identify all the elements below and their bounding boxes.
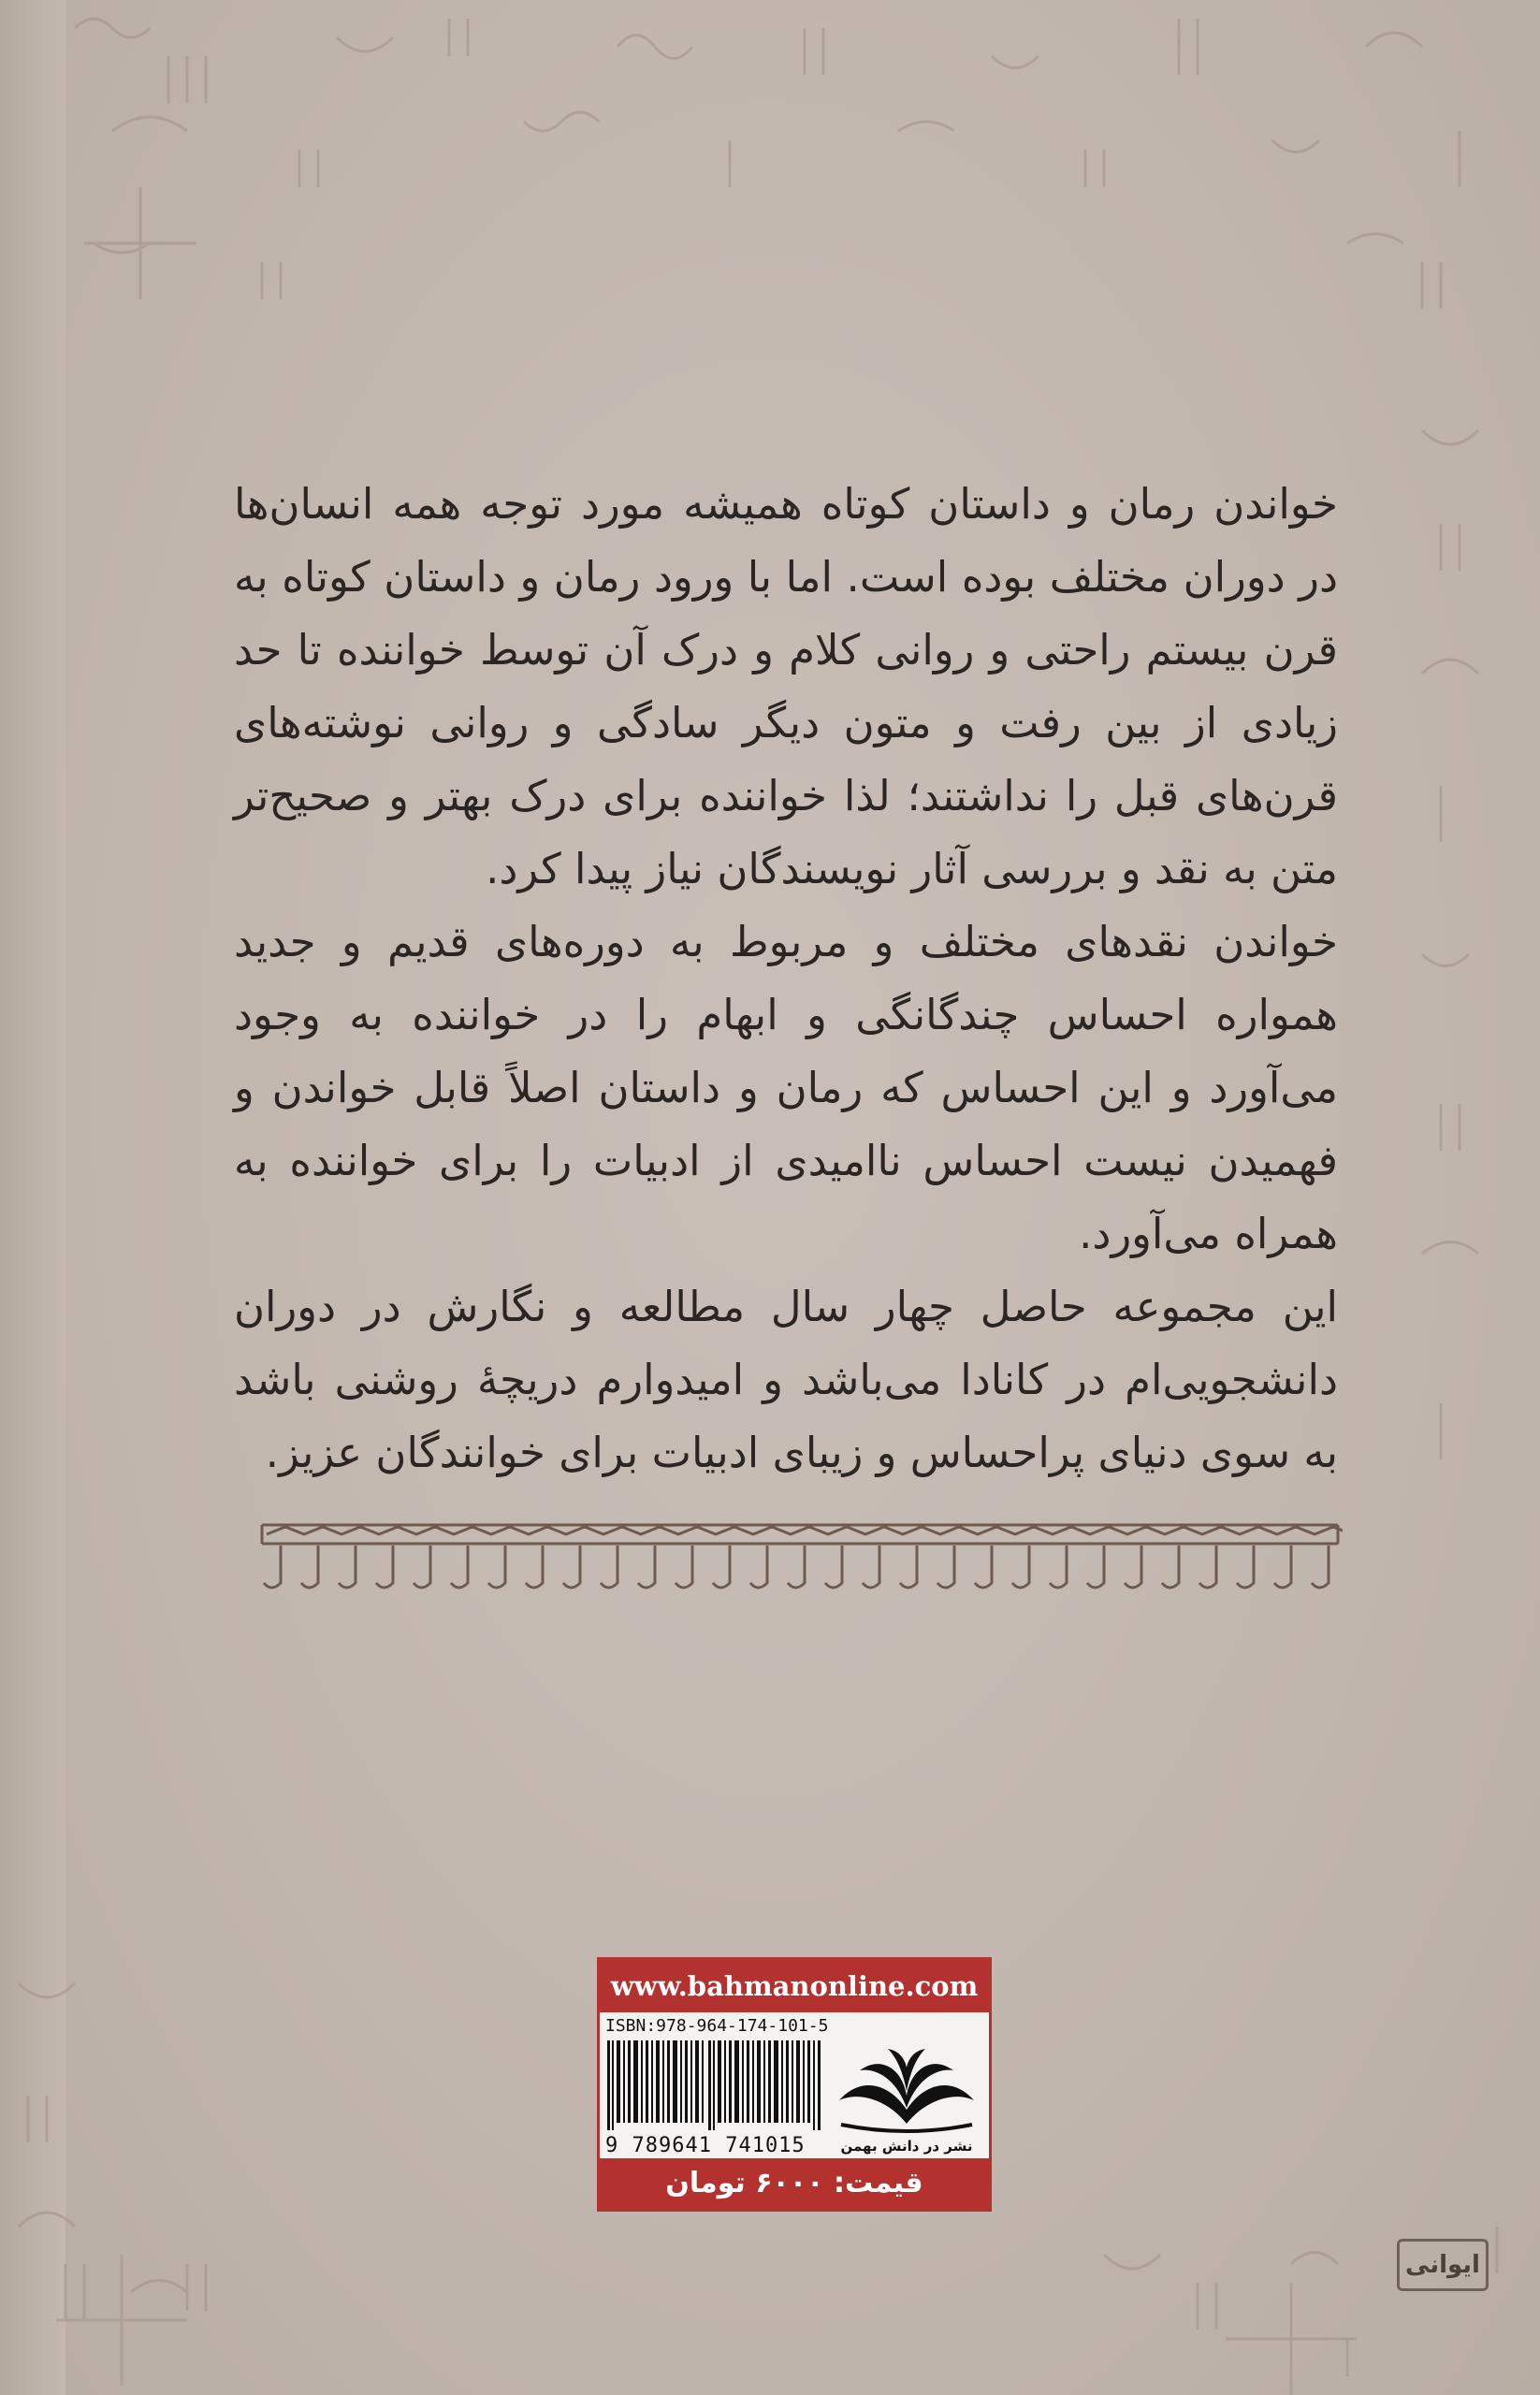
blurb-paragraph-1: خواندن رمان و داستان کوتاه همیشه مورد توجه همه انسان‌ها در دوران مختلف بوده است. اما با ورود رمان و داستان کوتاه به قرن بیستم راحتی و روانی کلام و درک آن توسط خواننده تا حد زیادی از بین رفت و متون دیگر سادگی و روانی نوشته‌های قرن‌های قبل را نداشتند؛ لذا خواننده برای درک بهتر و صحیح‌تر متن به نقد و بررسی آثار نویسندگان نیاز پیدا کرد. xyxy=(234,479,1338,893)
imprint-logo: ایوانی xyxy=(1397,2239,1489,2291)
top-background-pattern xyxy=(56,0,1534,393)
price-barcode-box xyxy=(597,1957,992,2212)
blurb-paragraph-2: خواندن نقدهای مختلف و مربوط به دوره‌های قدیم و جدید همواره احساس چندگانگی و ابهام را در خواننده به وجود می‌آورد و این احساس که رمان و داستان اصلاً قابل خواندن و فهمیدن نیست احساس ناامیدی از ادبیات را برای خواننده به همراه می‌آورد. xyxy=(234,917,1338,1258)
publisher-book-logo-icon xyxy=(832,2035,981,2138)
barcode-digits: 9 789641 741015 xyxy=(605,2134,806,2157)
isbn-label: ISBN:978-964-174-101-5 xyxy=(605,2016,829,2036)
blurb-paragraph-3: این مجموعه حاصل چهار سال مطالعه و نگارش در دوران دانشجویی‌ام در کانادا می‌باشد و امیدوارم دریچهٔ روشنی باشد به سوی دنیای پراحساس و زیبای ادبیات برای خوانندگان عزیز. xyxy=(234,1282,1338,1477)
publisher-name: نشر در دانش بهمن xyxy=(840,2138,973,2155)
decorative-ornament xyxy=(257,1516,1343,1618)
price-label: قیمت: ۶۰۰۰ تومان xyxy=(600,2158,989,2209)
publisher-website: www.bahmanonline.com xyxy=(600,1960,989,2012)
right-background-pattern xyxy=(1403,393,1534,1609)
barcode xyxy=(605,2040,826,2130)
back-cover-blurb xyxy=(234,468,1338,1489)
